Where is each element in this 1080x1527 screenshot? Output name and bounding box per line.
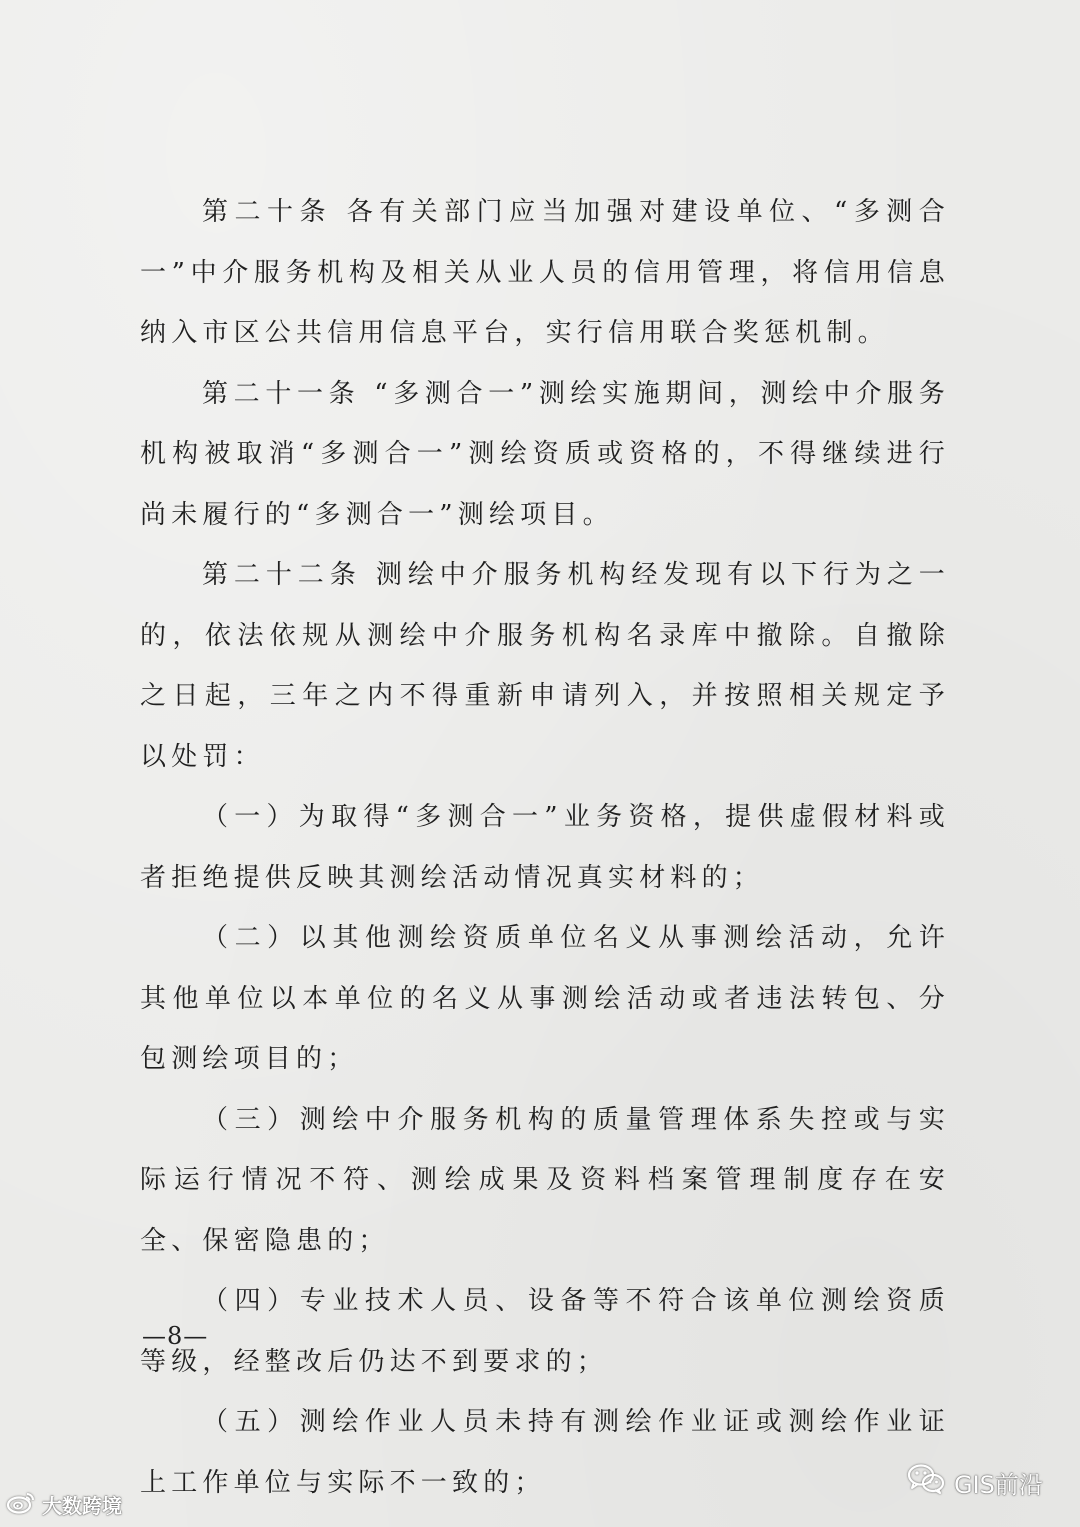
article-20-paragraph: 第二十条 各有关部门应当加强对建设单位、“多测合一”中介服务机构及相关从业人员的信用管理，将信用信息纳入市区公共信用信息平台，实行信用联合奖惩机制。 <box>140 197 950 348</box>
wechat-icon <box>906 1463 946 1501</box>
watermark-right <box>906 1463 1043 1501</box>
weibo-icon <box>6 1490 36 1519</box>
clause-2-paragraph: （二）以其他测绘资质单位名义从事测绘活动，允许其他单位以本单位的名义从事测绘活动或者违法转包、分包测绘项目的； <box>140 923 950 1074</box>
article-21-paragraph: 第二十一条 “多测合一”测绘实施期间，测绘中介服务机构被取消“多测合一”测绘资质或资格的，不得继续进行尚未履行的“多测合一”测绘项目。 <box>140 378 950 530</box>
article-22-paragraph: 第二十二条 测绘中介服务机构经发现有以下行为之一的，依法依规从测绘中介服务机构名录库中撤除。自撤除之日起，三年之内不得重新申请列入，并按照相关规定予以处罚： <box>140 560 950 772</box>
watermark-right-text: GIS前沿 <box>954 1470 1043 1499</box>
watermark-left-text: 大数跨境 <box>42 1493 122 1518</box>
document-body <box>140 182 950 1513</box>
clause-4-paragraph: （四）专业技术人员、设备等不符合该单位测绘资质等级，经整改后仍达不到要求的； <box>140 1286 950 1377</box>
page-number: —8— <box>142 1322 209 1350</box>
clause-3-paragraph: （三）测绘中介服务机构的质量管理体系失控或与实际运行情况不符、测绘成果及资料档案管理制度存在安全、保密隐患的； <box>140 1104 950 1256</box>
clause-1-paragraph: （一）为取得“多测合一”业务资格，提供虚假材料或者拒绝提供反映其测绘活动情况真实材料的； <box>140 802 950 893</box>
watermark-left <box>6 1489 122 1519</box>
clause-5-paragraph: （五）测绘作业人员未持有测绘作业证或测绘作业证上工作单位与实际不一致的； <box>140 1407 950 1498</box>
